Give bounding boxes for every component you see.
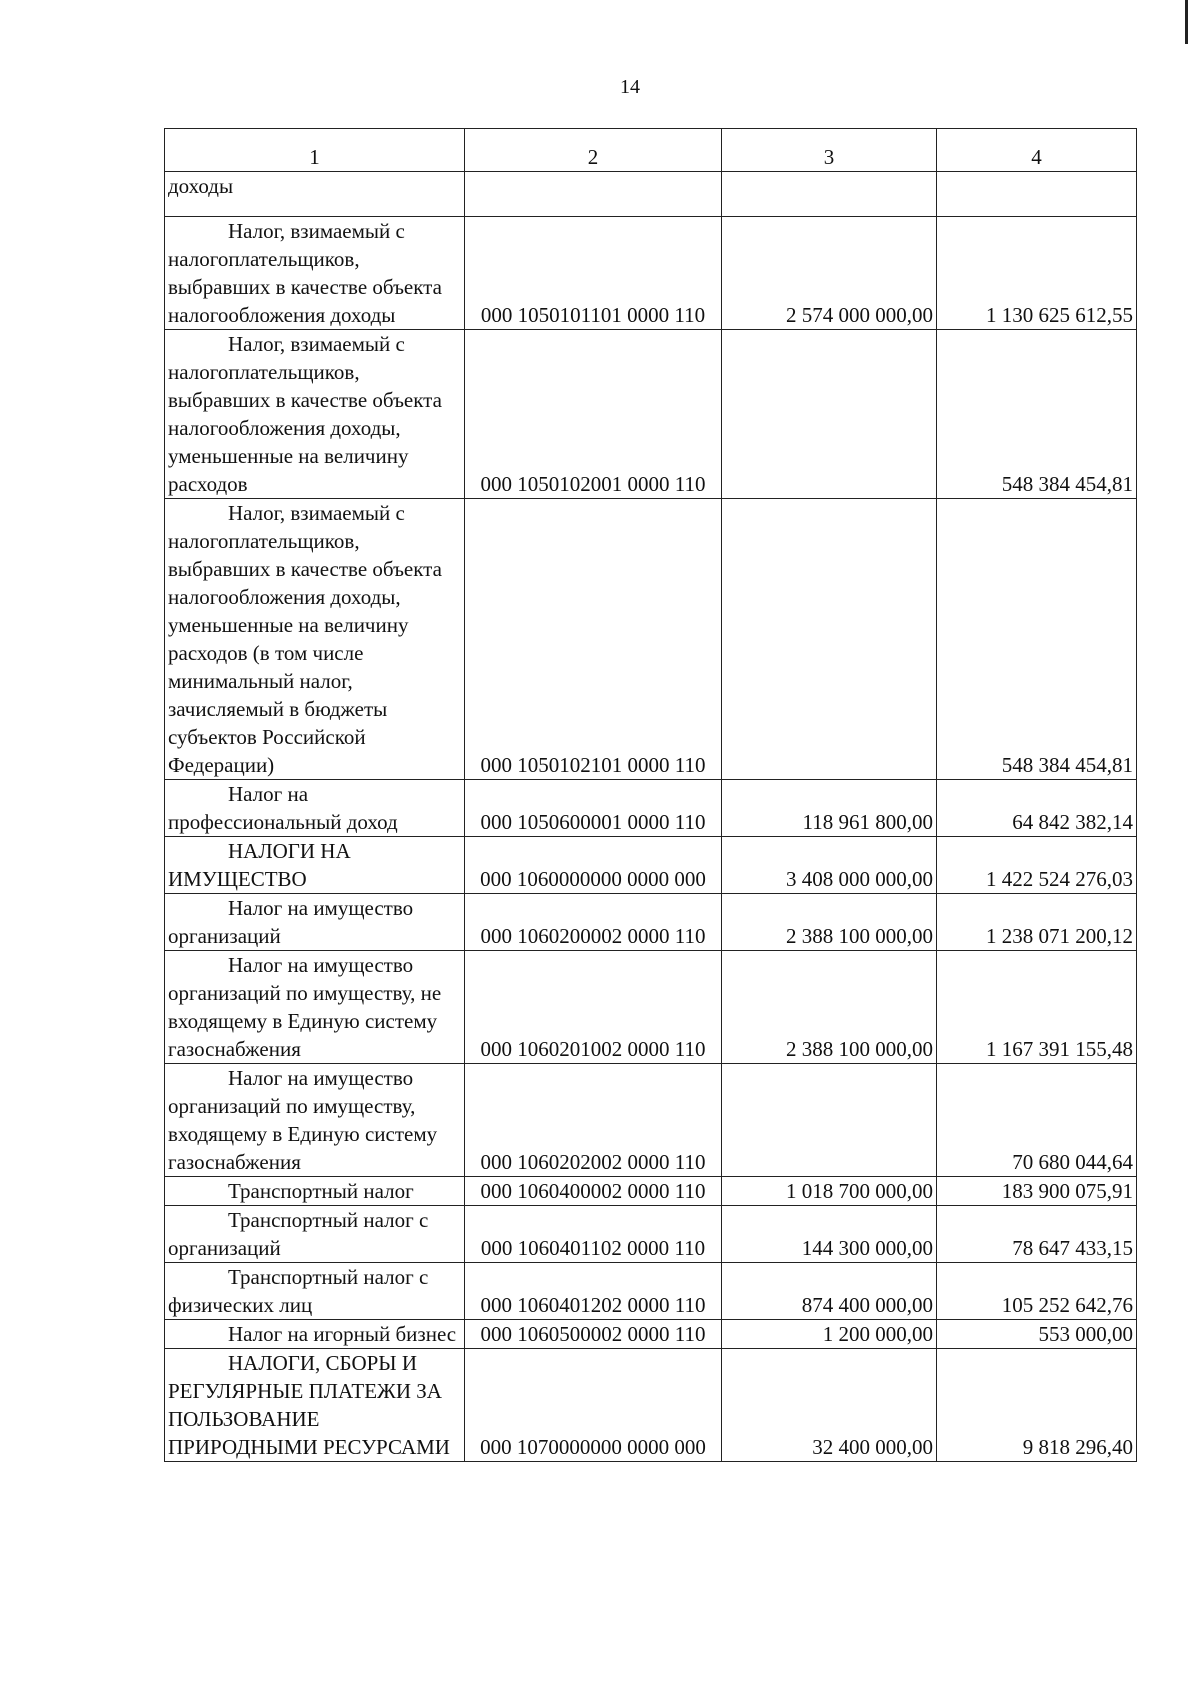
header-cell-2: 2 xyxy=(465,129,722,172)
row-name: Налог, взимаемый с налогоплательщиков, выбравших в качестве объекта налогообложения доходы, уменьшенные на величину расходов (в том числе минимальный налог, зачисляемый в бюджеты субъектов Российской Федерации) xyxy=(165,499,465,780)
table-row xyxy=(165,499,1137,780)
table-row xyxy=(165,837,1137,894)
row-plan: 32 400 000,00 xyxy=(722,1349,937,1462)
row-plan: 2 388 100 000,00 xyxy=(722,894,937,951)
row-code: 000 1060401202 0000 110 xyxy=(465,1263,722,1320)
header-cell-3: 3 xyxy=(722,129,937,172)
table-row xyxy=(165,1349,1137,1462)
row-name: Налог, взимаемый с налогоплательщиков, выбравших в качестве объекта налогообложения доходы xyxy=(165,217,465,330)
row-code xyxy=(465,172,722,217)
row-name: НАЛОГИ НА ИМУЩЕСТВО xyxy=(165,837,465,894)
table-row xyxy=(165,172,1137,217)
row-code: 000 1060500002 0000 110 xyxy=(465,1320,722,1349)
row-plan xyxy=(722,499,937,780)
row-fact: 1 422 524 276,03 xyxy=(937,837,1137,894)
row-code: 000 1060000000 0000 000 xyxy=(465,837,722,894)
row-plan xyxy=(722,172,937,217)
row-fact: 553 000,00 xyxy=(937,1320,1137,1349)
table-row xyxy=(165,1320,1137,1349)
row-code: 000 1060401102 0000 110 xyxy=(465,1206,722,1263)
table-row xyxy=(165,780,1137,837)
page-number: 14 xyxy=(620,76,640,98)
row-code: 000 1060202002 0000 110 xyxy=(465,1064,722,1177)
table-row xyxy=(165,1263,1137,1320)
header-cell-4: 4 xyxy=(937,129,1137,172)
row-code: 000 1050102101 0000 110 xyxy=(465,499,722,780)
table-header-row xyxy=(165,129,1137,172)
table-row xyxy=(165,330,1137,499)
scan-edge-mark xyxy=(1185,0,1188,44)
row-code: 000 1060400002 0000 110 xyxy=(465,1177,722,1206)
header-cell-1: 1 xyxy=(165,129,465,172)
row-fact: 105 252 642,76 xyxy=(937,1263,1137,1320)
row-name: Транспортный налог с физических лиц xyxy=(165,1263,465,1320)
row-name: доходы xyxy=(165,172,465,217)
row-plan: 874 400 000,00 xyxy=(722,1263,937,1320)
row-name: Налог на имущество организаций по имуществу, входящему в Единую систему газоснабжения xyxy=(165,1064,465,1177)
row-fact xyxy=(937,172,1137,217)
row-fact: 548 384 454,81 xyxy=(937,330,1137,499)
row-code: 000 1070000000 0000 000 xyxy=(465,1349,722,1462)
row-name: Налог на имущество организаций по имуществу, не входящему в Единую систему газоснабжения xyxy=(165,951,465,1064)
row-name: Налог на имущество организаций xyxy=(165,894,465,951)
row-fact: 1 167 391 155,48 xyxy=(937,951,1137,1064)
row-fact: 9 818 296,40 xyxy=(937,1349,1137,1462)
row-name: Налог на игорный бизнес xyxy=(165,1320,465,1349)
table-row xyxy=(165,894,1137,951)
row-code: 000 1050101101 0000 110 xyxy=(465,217,722,330)
row-name: Налог на профессиональный доход xyxy=(165,780,465,837)
table-row xyxy=(165,1177,1137,1206)
row-fact: 1 130 625 612,55 xyxy=(937,217,1137,330)
row-code: 000 1060200002 0000 110 xyxy=(465,894,722,951)
row-name: Налог, взимаемый с налогоплательщиков, выбравших в качестве объекта налогообложения доходы, уменьшенные на величину расходов xyxy=(165,330,465,499)
row-name: Транспортный налог с организаций xyxy=(165,1206,465,1263)
row-fact: 1 238 071 200,12 xyxy=(937,894,1137,951)
row-plan: 3 408 000 000,00 xyxy=(722,837,937,894)
row-plan: 1 200 000,00 xyxy=(722,1320,937,1349)
row-code: 000 1060201002 0000 110 xyxy=(465,951,722,1064)
row-plan: 2 388 100 000,00 xyxy=(722,951,937,1064)
row-plan: 144 300 000,00 xyxy=(722,1206,937,1263)
table-row xyxy=(165,1206,1137,1263)
revenue-table xyxy=(164,128,1137,1462)
row-code: 000 1050102001 0000 110 xyxy=(465,330,722,499)
table-row xyxy=(165,1064,1137,1177)
row-plan xyxy=(722,1064,937,1177)
row-name: НАЛОГИ, СБОРЫ И РЕГУЛЯРНЫЕ ПЛАТЕЖИ ЗА ПОЛЬЗОВАНИЕ ПРИРОДНЫМИ РЕСУРСАМИ xyxy=(165,1349,465,1462)
row-plan: 1 018 700 000,00 xyxy=(722,1177,937,1206)
row-fact: 64 842 382,14 xyxy=(937,780,1137,837)
row-name: Транспортный налог xyxy=(165,1177,465,1206)
row-plan: 2 574 000 000,00 xyxy=(722,217,937,330)
row-fact: 548 384 454,81 xyxy=(937,499,1137,780)
row-fact: 70 680 044,64 xyxy=(937,1064,1137,1177)
row-plan xyxy=(722,330,937,499)
row-fact: 78 647 433,15 xyxy=(937,1206,1137,1263)
table-row xyxy=(165,951,1137,1064)
row-fact: 183 900 075,91 xyxy=(937,1177,1137,1206)
row-code: 000 1050600001 0000 110 xyxy=(465,780,722,837)
row-plan: 118 961 800,00 xyxy=(722,780,937,837)
table-row xyxy=(165,217,1137,330)
